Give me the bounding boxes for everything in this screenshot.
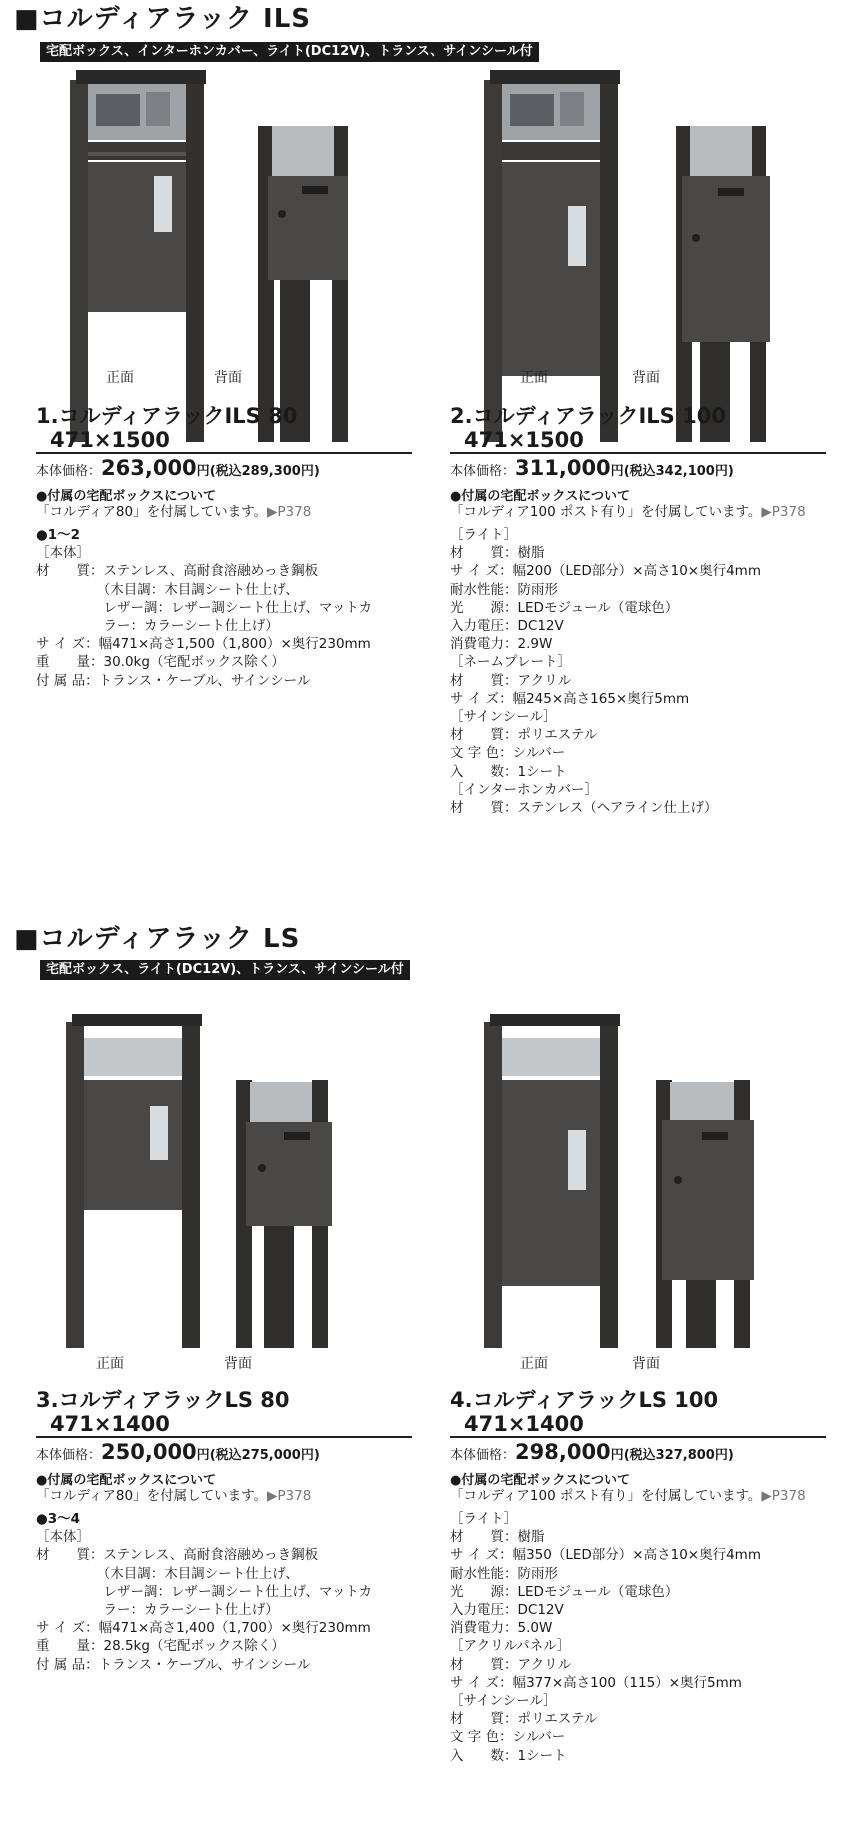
product-name-2: 2.コルディアラックILS 100 (450, 404, 726, 428)
divider-3 (36, 1436, 412, 1438)
price-tax: (税込327,800円) (623, 1448, 734, 1463)
spec-list-1 (36, 526, 372, 690)
spec-line: ［ネームプレート］ (450, 654, 571, 671)
spec-line: ［サインシール］ (450, 1693, 557, 1710)
spec-line: 付 属 品：トランス・ケーブル、サインシール (36, 672, 311, 689)
spec-line: サ イ ズ：幅471×高さ1,500（1,800）×奥行230mm (36, 636, 371, 653)
spec-line: 重 量：28.5kg（宅配ボックス除く） (36, 1638, 285, 1655)
spec-line: サ イ ズ：幅245×高さ165×奥行5mm (450, 690, 690, 707)
spec-line: 消費電力：2.9W (450, 636, 553, 653)
spec-line: ●3～4 (36, 1511, 81, 1527)
page-ref-link[interactable]: ▶P378 (761, 504, 806, 520)
accessory-note: 「コルディア100 ポスト有り」を付属しています。 (450, 1488, 762, 1504)
product-name-1: 1.コルディアラックILS 80 (36, 404, 298, 428)
price-value: 250,000 (101, 1440, 197, 1464)
accessory-heading-3: ●付属の宅配ボックスについて (36, 1473, 216, 1488)
spec-line: 材 質：ステンレス（ヘアライン仕上げ） (450, 800, 718, 817)
product-card-2 (450, 66, 846, 916)
product-image-2 (450, 66, 846, 446)
product-dims-2: 471×1500 (464, 428, 584, 452)
accessory-note: 「コルディア80」を付属しています。 (36, 1488, 268, 1504)
price-row-3 (36, 1440, 320, 1468)
accessory-heading-2: ●付属の宅配ボックスについて (450, 489, 630, 504)
price-value: 311,000 (515, 456, 611, 480)
caption-front-2: 正面 (520, 370, 548, 386)
product-card-3 (36, 1010, 432, 1710)
spec-line: 材 質：アクリル (450, 672, 572, 689)
spec-line: （木目調：木目調シート仕上げ、 (36, 1565, 299, 1582)
spec-line: サ イ ズ：幅377×高さ100（115）×奥行5mm (450, 1674, 742, 1691)
spec-line: 材 質：ポリエステル (450, 1711, 598, 1728)
product-dims-4: 471×1400 (464, 1412, 584, 1436)
price-tax: (税込289,300円) (209, 464, 320, 479)
product-name-3: 3.コルディアラックLS 80 (36, 1388, 290, 1412)
spec-line: サ イ ズ：幅350（LED部分）×高さ10×奥行4mm (450, 1547, 761, 1564)
product-name-4: 4.コルディアラックLS 100 (450, 1388, 719, 1412)
price-label: 本体価格： (450, 1448, 516, 1463)
spec-line: ラー：カラーシート仕上げ） (36, 618, 279, 635)
accessory-heading-1: ●付属の宅配ボックスについて (36, 489, 216, 504)
spec-line: 文 字 色：シルバー (450, 745, 566, 762)
spec-list-3 (36, 1510, 372, 1674)
spec-line: ●1～2 (36, 527, 81, 543)
spec-line: ［ライト］ (450, 1511, 518, 1527)
spec-line: ［アクリルパネル］ (450, 1638, 571, 1655)
divider-2 (450, 452, 826, 454)
product-card-4 (450, 1010, 846, 1810)
spec-line: 付 属 品：トランス・ケーブル、サインシール (36, 1656, 311, 1673)
spec-line: ［本体］ (36, 1529, 90, 1546)
price-tax: (税込342,100円) (623, 464, 734, 479)
price-yen: 円 (610, 1448, 624, 1463)
price-yen: 円 (196, 1448, 210, 1463)
section-subtitle-ils: 宅配ボックス、インターホンカバー、ライト(DC12V)、トランス、サインシール付 (40, 42, 539, 62)
caption-back-4: 背面 (632, 1356, 660, 1372)
spec-line: ラー：カラーシート仕上げ） (36, 1602, 279, 1619)
spec-line: ［サインシール］ (450, 709, 557, 726)
spec-line: 材 質：樹脂 (450, 1529, 545, 1546)
spec-line: レザー調：レザー調シート仕上げ、マットカ (36, 1583, 373, 1600)
spec-line: 光 源：LEDモジュール（電球色） (450, 1583, 679, 1600)
spec-line: 文 字 色：シルバー (450, 1729, 566, 1746)
page-ref-link[interactable]: ▶P378 (761, 1488, 806, 1504)
caption-front-4: 正面 (520, 1356, 548, 1372)
price-yen: 円 (610, 464, 624, 479)
price-label: 本体価格： (450, 464, 516, 479)
price-row-1 (36, 456, 320, 484)
spec-list-2 (450, 526, 761, 817)
page-ref-link[interactable]: ▶P378 (267, 1488, 312, 1504)
spec-line: 入力電圧：DC12V (450, 618, 564, 635)
spec-line: 耐水性能：防雨形 (450, 581, 558, 598)
spec-line: 消費電力：5.0W (450, 1620, 553, 1637)
spec-line: サ イ ズ：幅200（LED部分）×高さ10×奥行4mm (450, 563, 761, 580)
price-tax: (税込275,000円) (209, 1448, 320, 1463)
spec-line: 材 質：樹脂 (450, 545, 545, 562)
price-row-4 (450, 1440, 734, 1468)
product-dims-1: 471×1500 (50, 428, 170, 452)
price-yen: 円 (196, 464, 210, 479)
spec-line: 光 源：LEDモジュール（電球色） (450, 599, 679, 616)
caption-front-1: 正面 (106, 370, 134, 386)
spec-line: サ イ ズ：幅471×高さ1,400（1,700）×奥行230mm (36, 1620, 371, 1637)
spec-line: 材 質：ポリエステル (450, 727, 598, 744)
section-title-ls: ■コルディアラック LS (14, 924, 301, 954)
product-dims-3: 471×1400 (50, 1412, 170, 1436)
accessory-note: 「コルディア100 ポスト有り」を付属しています。 (450, 504, 762, 520)
accessory-heading-4: ●付属の宅配ボックスについて (450, 1473, 630, 1488)
spec-line: ［インターホンカバー］ (450, 781, 598, 798)
price-value: 263,000 (101, 456, 197, 480)
spec-line: 材 質：ステンレス、高耐食溶融めっき鋼板 (36, 563, 319, 580)
price-label: 本体価格： (36, 464, 102, 479)
divider-1 (36, 452, 412, 454)
spec-line: ［本体］ (36, 545, 90, 562)
spec-line: 材 質：ステンレス、高耐食溶融めっき鋼板 (36, 1547, 319, 1564)
page-ref-link[interactable]: ▶P378 (267, 504, 312, 520)
accessory-text-3 (36, 1488, 311, 1505)
spec-line: 入 数：1シート (450, 1747, 567, 1764)
accessory-text-1 (36, 504, 311, 521)
accessory-text-4 (450, 1488, 806, 1505)
spec-line: ［ライト］ (450, 527, 518, 543)
caption-front-3: 正面 (96, 1356, 124, 1372)
spec-line: 入力電圧：DC12V (450, 1602, 564, 1619)
spec-line: （木目調：木目調シート仕上げ、 (36, 581, 299, 598)
product-image-3 (36, 1010, 432, 1350)
price-value: 298,000 (515, 1440, 611, 1464)
product-image-4 (450, 1010, 846, 1350)
caption-back-1: 背面 (214, 370, 242, 386)
spec-line: 耐水性能：防雨形 (450, 1565, 558, 1582)
spec-line: 材 質：アクリル (450, 1656, 572, 1673)
caption-back-3: 背面 (224, 1356, 252, 1372)
divider-4 (450, 1436, 826, 1438)
caption-back-2: 背面 (632, 370, 660, 386)
accessory-text-2 (450, 504, 806, 521)
price-label: 本体価格： (36, 1448, 102, 1463)
spec-line: 重 量：30.0kg（宅配ボックス除く） (36, 654, 285, 671)
spec-list-4 (450, 1510, 761, 1765)
section-title-ils: ■コルディアラック ILS (14, 4, 311, 34)
section-subtitle-ls: 宅配ボックス、ライト(DC12V)、トランス、サインシール付 (40, 960, 410, 980)
spec-line: レザー調：レザー調シート仕上げ、マットカ (36, 599, 373, 616)
accessory-note: 「コルディア80」を付属しています。 (36, 504, 268, 520)
product-image-1 (36, 66, 432, 446)
price-row-2 (450, 456, 734, 484)
product-card-1 (36, 66, 432, 766)
spec-line: 入 数：1シート (450, 763, 567, 780)
